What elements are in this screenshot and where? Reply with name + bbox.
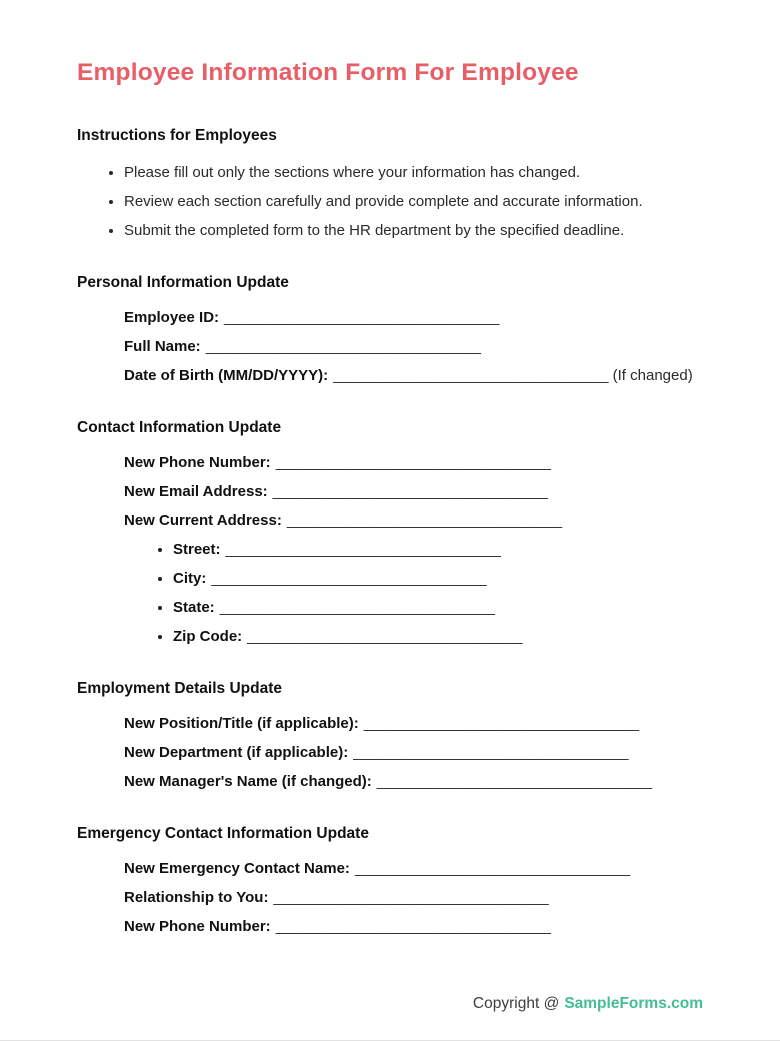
field-label: State: bbox=[173, 599, 215, 616]
field-label: New Phone Number: bbox=[124, 918, 271, 935]
field-label: New Manager's Name (if changed): bbox=[124, 773, 372, 790]
footer bbox=[473, 995, 703, 1013]
field-label: Employee ID: bbox=[124, 309, 220, 326]
section-employment-details bbox=[77, 679, 703, 796]
instructions-section bbox=[77, 126, 703, 245]
field-blank-line: _________________________________ bbox=[286, 512, 563, 529]
field-blank-line: _________________________________ bbox=[211, 570, 487, 587]
personal-information-fields bbox=[124, 303, 703, 390]
field-blank-line: _________________________________ bbox=[275, 918, 551, 935]
field-blank-line: _________________________________ bbox=[224, 309, 500, 326]
field-blank-line: _________________________________ bbox=[247, 628, 523, 645]
section-heading: Emergency Contact Information Update bbox=[77, 825, 369, 842]
field-street bbox=[173, 535, 703, 564]
emergency-contact-fields bbox=[124, 854, 703, 941]
field-employee-id bbox=[124, 303, 703, 332]
field-state bbox=[173, 593, 703, 622]
page-title: Employee Information Form For Employee bbox=[77, 59, 579, 86]
address-sub-list bbox=[124, 535, 703, 651]
field-new-emergency-contact-name bbox=[124, 854, 703, 883]
section-emergency-contact bbox=[77, 824, 703, 941]
instruction-item: • Please fill out only the sections where your information has changed. bbox=[124, 158, 703, 187]
instructions-list bbox=[77, 158, 703, 245]
section-heading: Contact Information Update bbox=[77, 419, 282, 436]
field-blank-line: _________________________________ bbox=[333, 367, 609, 384]
field-blank-line: _________________________________ bbox=[354, 860, 631, 877]
field-label: Relationship to You: bbox=[124, 889, 269, 906]
contact-information-fields bbox=[124, 448, 703, 651]
field-new-department bbox=[124, 738, 703, 767]
field-new-phone-number bbox=[124, 448, 703, 477]
field-new-email-address bbox=[124, 477, 703, 506]
field-date-of-birth bbox=[124, 361, 703, 390]
copyright-text: Copyright @ bbox=[472, 995, 560, 1012]
field-label: New Department (if applicable): bbox=[124, 744, 349, 761]
field-blank-line: _________________________________ bbox=[205, 338, 481, 355]
brand-link[interactable]: SampleForms.com bbox=[564, 995, 703, 1012]
section-heading: Employment Details Update bbox=[77, 680, 282, 697]
field-label: New Emergency Contact Name: bbox=[124, 860, 350, 877]
field-blank-line: _________________________________ bbox=[376, 773, 653, 790]
field-blank-line: _________________________________ bbox=[272, 483, 548, 500]
section-contact-information bbox=[77, 418, 703, 651]
field-new-position-title bbox=[124, 709, 703, 738]
employment-details-fields bbox=[124, 709, 703, 796]
field-new-current-address bbox=[124, 506, 703, 535]
field-full-name bbox=[124, 332, 703, 361]
field-relationship-to-you bbox=[124, 883, 703, 912]
field-emergency-phone-number bbox=[124, 912, 703, 941]
instructions-heading: Instructions for Employees bbox=[77, 127, 277, 144]
section-heading: Personal Information Update bbox=[77, 274, 289, 291]
instruction-item: • Review each section carefully and provide complete and accurate information. bbox=[124, 187, 703, 216]
field-suffix: (If changed) bbox=[608, 367, 693, 384]
field-label: New Email Address: bbox=[124, 483, 268, 500]
instruction-item: • Submit the completed form to the HR department by the specified deadline. bbox=[124, 216, 703, 245]
field-label: New Current Address: bbox=[124, 512, 282, 529]
field-label: Street: bbox=[173, 541, 221, 558]
field-label: Zip Code: bbox=[173, 628, 243, 645]
field-label: Date of Birth (MM/DD/YYYY): bbox=[124, 367, 329, 384]
field-label: Full Name: bbox=[124, 338, 201, 355]
field-blank-line: _________________________________ bbox=[353, 744, 629, 761]
field-label: City: bbox=[173, 570, 207, 587]
field-city bbox=[173, 564, 703, 593]
field-label: New Phone Number: bbox=[124, 454, 271, 471]
field-new-manager-name bbox=[124, 767, 703, 796]
field-blank-line: _________________________________ bbox=[275, 454, 551, 471]
field-blank-line: _________________________________ bbox=[225, 541, 501, 558]
field-blank-line: _________________________________ bbox=[219, 599, 495, 616]
field-blank-line: _________________________________ bbox=[363, 715, 640, 732]
field-label: New Position/Title (if applicable): bbox=[124, 715, 359, 732]
section-personal-information bbox=[77, 273, 703, 390]
field-blank-line: _________________________________ bbox=[273, 889, 549, 906]
field-zip-code bbox=[173, 622, 703, 651]
